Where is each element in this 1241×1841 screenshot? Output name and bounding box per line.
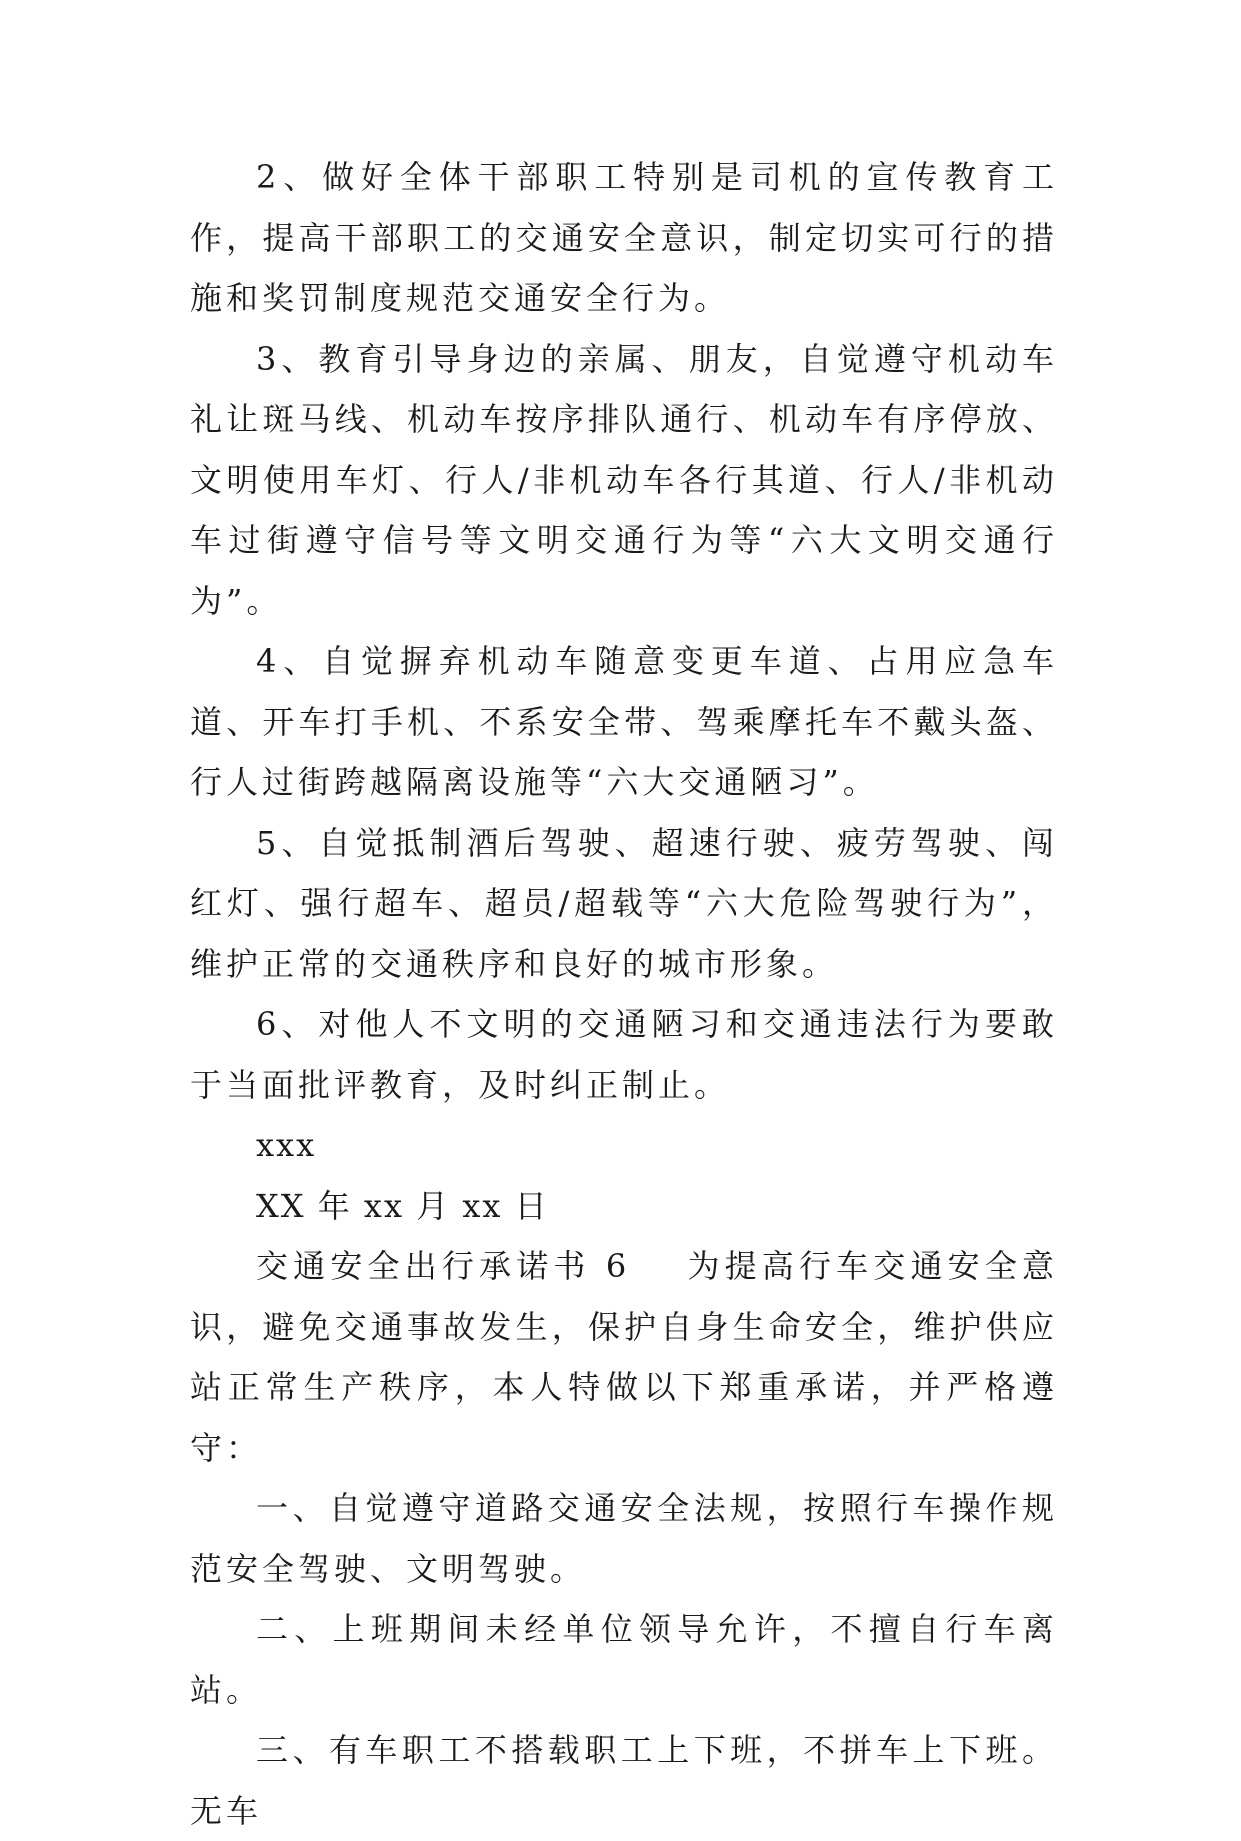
signature-name: xxx [256,1126,317,1164]
section-title: 交通安全出行承诺书 6 [256,1247,631,1285]
promise-item-2: 二、上班期间未经单位领导允许，不擅自行车离站。 [190,1610,1058,1709]
paragraph-item-2: 2、做好全体干部职工特别是司机的宣传教育工作，提高干部职工的交通安全意识，制定切实可行的措施和奖罚制度规范交通安全行为。 [190,158,1058,317]
signature-date: XX 年 xx 月 xx 日 [256,1186,549,1225]
paragraph-item-5: 5、自觉抵制酒后驾驶、超速行驶、疲劳驾驶、闯红灯、强行超车、超员/超载等“六大危险驾驶行为”，维护正常的交通秩序和良好的城市形象。 [190,823,1058,983]
paragraph-item-3: 3、教育引导身边的亲属、朋友，自觉遵守机动车礼让斑马线、机动车按序排队通行、机动车有序停放、文明使用车灯、行人/非机动车各行其道、行人/非机动车过街遵守信号等文明交通行为等“六大文明交通行为”。 [190,339,1058,620]
paragraph-item-4: 4、自觉摒弃机动车随意变更车道、占用应急车道、开车打手机、不系安全带、驾乘摩托车不戴头盔、行人过街跨越隔离设施等“六大交通陋习”。 [190,642,1058,801]
promise-item-1: 一、自觉遵守道路交通安全法规，按照行车操作规范安全驾驶、文明驾驶。 [190,1489,1058,1588]
promise-item-3: 三、有车职工不搭载职工上下班，不拼车上下班。无车 [190,1731,1058,1830]
paragraph-item-6: 6、对他人不文明的交通陋习和交通违法行为要敢于当面批评教育，及时纠正制止。 [190,1005,1058,1104]
section-intro: 为提高行车交通安全意识，避免交通事故发生，保护自身生命安全，维护供应站正常生产秩序，本人特做以下郑重承诺，并严格遵守： [190,1247,1058,1467]
document-body [190,147,1058,1841]
section-heading-paragraph [190,1236,1058,1478]
